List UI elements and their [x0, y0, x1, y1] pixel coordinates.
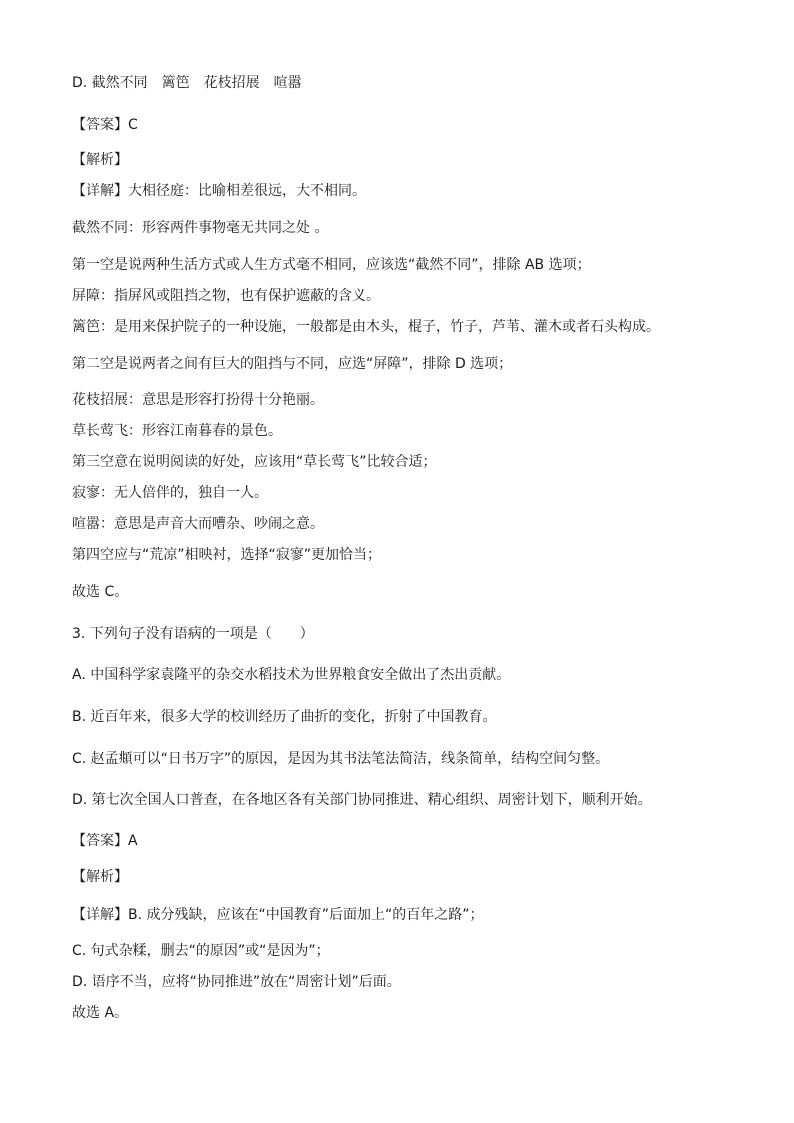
q3-option: C. 赵孟頫可以“日书万字”的原因，是因为其书法笔法简洁，线条简单，结构空间匀整。: [72, 751, 610, 767]
q3-detail-line: 【详解】B. 成分残缺，应该在“中国教育”后面加上“的百年之路”；: [72, 907, 484, 923]
q2-detail-line: 故选 C。: [72, 584, 129, 600]
q3-detail-line: 故选 A。: [72, 1005, 129, 1021]
q2-detail-line: 屏障：指屏风或阻挡之物，也有保护遮蔽的含义。: [72, 288, 380, 304]
q2-answer: 【答案】C: [72, 117, 138, 133]
q2-detail-line: 截然不同：形容两件事物毫无共同之处 。: [72, 220, 329, 236]
q2-detail-line: 第二空是说两者之间有巨大的阻挡与不同，应选“屏障”，排除 D 选项；: [72, 356, 513, 372]
q2-detail-line: 寂寥：无人倍伴的，独自一人。: [72, 485, 268, 501]
q2-detail-line: 第一空是说两种生活方式或人生方式毫不相同，应该选“截然不同”，排除 AB 选项；: [72, 257, 591, 273]
q2-detail-line: 【详解】大相径庭：比喻相差很远，大不相同。: [72, 183, 366, 199]
q2-detail-line: 第四空应与“荒凉”相映衬，选择“寂寥”更加恰当；: [72, 547, 382, 563]
q2-detail-line: 草长莺飞：形容江南暮春的景色。: [72, 423, 282, 439]
q3-answer: 【答案】A: [72, 833, 138, 849]
q3-option: D. 第七次全国人口普查，在各地区各有关部门协同推进、精心组织、周密计划下，顺利开始。: [72, 792, 652, 808]
q2-analysis-heading: 【解析】: [72, 152, 128, 168]
q3-option: A. 中国科学家袁隆平的杂交水稻技术为世界粮食安全做出了杰出贡献。: [72, 667, 511, 683]
q3-analysis-heading: 【解析】: [72, 869, 128, 885]
q3-detail-line: C. 句式杂糅，删去“的原因”或“是因为”；: [72, 943, 330, 959]
q2-detail-line: 花枝招展：意思是形容打扮得十分艳丽。: [72, 392, 324, 408]
q3-option: B. 近百年来，很多大学的校训经历了曲折的变化，折射了中国教育。: [72, 709, 497, 725]
q3-detail-line: D. 语序不当，应将“协同推进”放在“周密计划”后面。: [72, 974, 401, 990]
q2-option-d: D. 截然不同 篱笆 花枝招展 喧嚣: [72, 75, 302, 91]
q2-detail-line: 喧嚣：意思是声音大而嘈杂、吵闹之意。: [72, 516, 324, 532]
q3-question: 3. 下列句子没有语病的一项是（ ）: [72, 626, 314, 642]
q2-detail-line: 篱笆：是用来保护院子的一种设施，一般都是由木头，棍子，竹子，芦苇、灌木或者石头构成。: [72, 319, 660, 335]
q2-detail-line: 第三空意在说明阅读的好处，应该用“草长莺飞”比较合适；: [72, 454, 437, 470]
